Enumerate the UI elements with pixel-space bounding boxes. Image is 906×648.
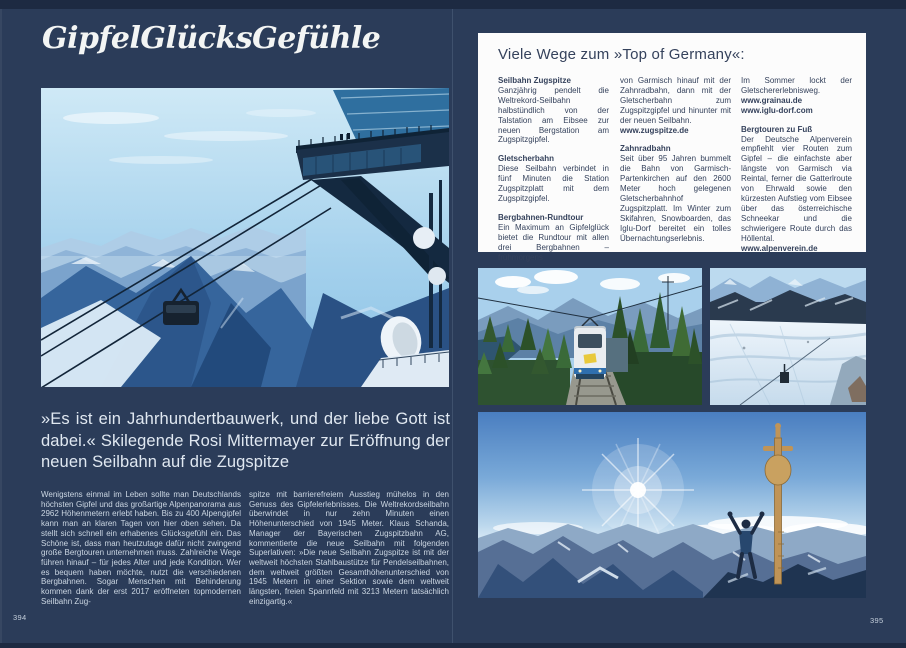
page-number-right: 395 (870, 616, 884, 625)
card-heading: Viele Wege zum »Top of Germany«: (498, 46, 745, 63)
spread-gutter-line (452, 9, 453, 643)
card-subheading: Seilbahn Zugspitze (498, 76, 571, 85)
card-column-1 (498, 76, 609, 262)
card-paragraph: Ganzjährig pendelt die Weltrekord-Seilbahn halbstündlich von der Talstation am Eibsee zur neuen Bergstation am Zugspitzgipfel. (498, 85, 609, 145)
website-link: www.iglu-dorf.com (741, 105, 813, 115)
page-number-left: 394 (13, 613, 27, 622)
card-subheading: Zahnradbahn (620, 144, 671, 154)
rock-ridge (710, 290, 866, 324)
page-title: GipfelGlücksGefühle (42, 21, 381, 56)
website-link: www.grainau.de (741, 95, 803, 105)
summit-station-photo (41, 88, 449, 387)
card-subheading: Gletscherbahn (498, 154, 555, 164)
body-column-1: Wenigstens einmal im Leben sollte man Deutschlands höchsten Gipfel und das großartige Alpenpanorama aus 2962 Höhenmetern erlebt haben. Bis zu 400 Alpengipfel kann man an klaren Tagen von hier oben sehen. Da stellt sich schnell ein erhabenes Glücksgefühl ein. Das Schöne ist, dass man heutzutage dafür nicht zwingend große Bergtouren unternehmen muss. Zahlreiche Wege führen hinauf – für jedes Alter und jede Kondition. Wer es bequem haben möchte, nutzt die verschiedenen Bergbahnen. Sogar Menschen mit Behinderung kommen dank der erst 2017 eröffneten topmodernen Seilbahn Zug- (41, 490, 241, 606)
summit-cross-photo (478, 412, 866, 598)
cogwheel-train-photo (478, 268, 702, 405)
card-column-2 (620, 76, 731, 244)
body-column-2: spitze mit barrierefreiem Ausstieg mühelos in den Genuss des Gipfelerlebnisses. Die Weltrekordseilbahn überwindet in nur zehn Minuten einen Höhenunterschied von 1945 Meter. Klaus Schanda, Manager der Bayerischen Zugspitzbahn AG, kommentierte die neue Seilbahn mit folgenden Superlativen: »Die neue Seilbahn Zugspitze ist mit der weltweit höchsten Stahlbaustütze für Pendelseilbahnen, dem weltweit größten Gesamthöhenunterschied von 1945 Metern in einer Sektion sowie dem weltweit längsten, freien Spannfeld mit 3213 Metern tatsächlich einzigartig.« (249, 490, 449, 606)
card-paragraph: Diese Seilbahn verbindet in fünf Minuten die Station Zugspitzplatt mit dem Zugspitzgipfel. (498, 164, 609, 203)
top-edge-band (0, 0, 906, 9)
card-subheading: Bergbahnen-Rundtour (498, 212, 584, 222)
website-link: www.alpenverein.de (741, 243, 818, 253)
summit-station-illustration (41, 88, 449, 387)
gondola-cabin (780, 372, 789, 383)
snow-slope-photo (710, 268, 866, 405)
card-paragraph: von Garmisch hinauf mit der Zahnradbahn, dann mit der Gletscherbahn zum Zugspitzgipfel und hinunter mit der neuen Seilbahn. (620, 76, 731, 125)
card-subheading: Bergtouren zu Fuß (741, 124, 813, 134)
card-paragraph: Seit über 95 Jahren bummelt die Bahn von Garmisch-Partenkirchen auf den 2600 Meter hoch gelegenen Gletscherbahnhof Zugspitzplatt. Im Winter zum Skifahren, Snowboarden, das Iglu-Dorf bereitet ein tolles Übernachtungserlebnis. (620, 154, 731, 243)
card-paragraph: Im Sommer lockt der Gletschererlebnisweg. (741, 76, 852, 95)
pull-quote: »Es ist ein Jahrhundertbauwerk, und der liebe Gott ist dabei.« Skilegende Rosi Mittermayer zur Eröffnung der neuen Seilbahn auf die Zugspitze (41, 410, 450, 471)
card-column-3 (741, 76, 852, 253)
page-edge-highlight (0, 9, 2, 643)
card-paragraph: Ein Maximum an Gipfelglück bietet die Rundtour mit allen drei Bergbahnen – frühmorgens (498, 222, 609, 262)
bottom-edge-band (0, 643, 906, 648)
website-link: www.zugspitze.de (620, 125, 689, 135)
info-card (478, 33, 866, 262)
card-paragraph: Der Deutsche Alpenverein empfiehlt vier Routen zum Gipfel – die einfachste aber längste von Garmisch via Reintal, ferner die Gatterlroute von Ehrwald sowie den kürzesten Aufstieg vom Eibsee über das österreichische Schneekar und die schwierigere Route durch das Höllental. (741, 134, 852, 243)
